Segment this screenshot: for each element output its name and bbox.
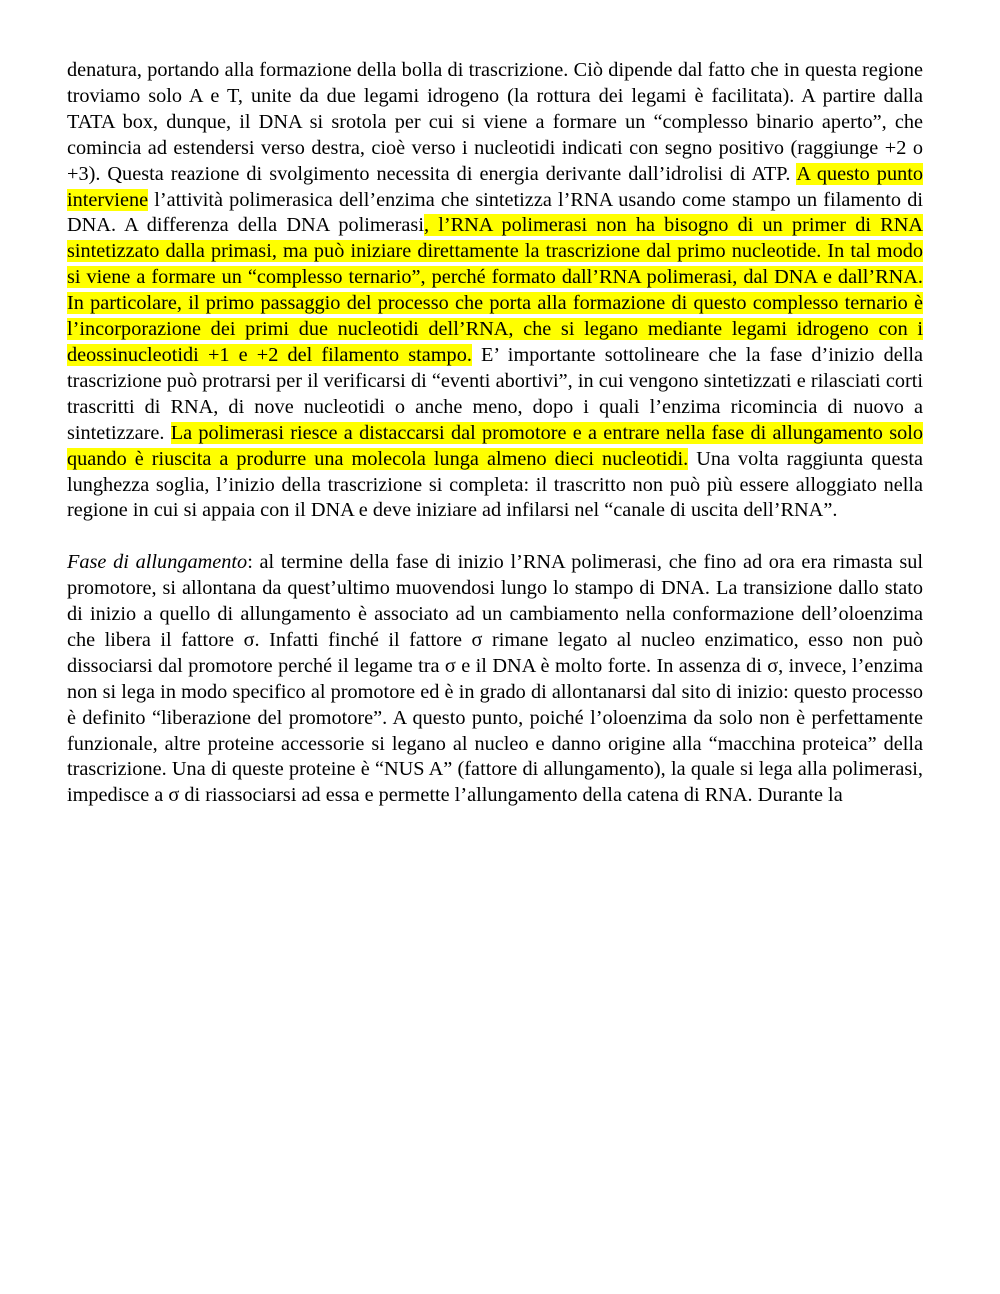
highlighted-text: , l’RNA polimerasi non ha bisogno di un primer di RNA sintetizzato dalla primasi, ma può iniziare direttamente la trascrizione dal primo nucleotide. In tal modo si viene a formare un “complesso ternario”, perché formato dall’RNA polimerasi, dal DNA e dall’RNA. In particolare, il primo passaggio del processo che porta alla formazione di questo complesso ternario è l’incorporazione dei primi due nucleotidi dell’RNA, che si legano mediante legami idrogeno con i deossinucleotidi +1 e +2 del filamento stampo. [67, 214, 924, 366]
text-segment: denatura, portando alla formazione della bolla di trascrizione. Ciò dipende dal fatto che in questa regione troviamo solo A e T, unite da due legami idrogeno (la rottura dei legami è facilitata). A partire dalla TATA box, dunque, il DNA si srotola per cui si viene a formare un “complesso binario aperto”, che comincia ad estendersi verso destra, cioè verso i nucleotidi indicati con segno positivo (raggiunge +2 o +3). Questa reazione di svolgimento necessita di energia derivante dall’idrolisi di ATP. [67, 59, 923, 185]
paragraph-elongation-phase [67, 550, 923, 809]
section-lead-term: Fase di allungamento [67, 551, 248, 574]
text-segment: l’attività polimerasica dell’enzima che sintetizza l’RNA usando come stampo un filamento di DNA. A differenza della DNA polimerasi [67, 188, 923, 237]
highlighted-text: A questo punto interviene [67, 162, 923, 211]
document-page [67, 58, 923, 809]
text-segment: : al termine della fase di inizio l’RNA polimerasi, che fino ad ora era rimasta sul promotore, si allontana da quest’ultimo muovendosi lungo lo stampo di DNA. La transizione dallo stato di inizio a quello di allungamento è associato ad un cambiamento nella conformazione dell’oloenzima che libera il fattore σ. Infatti finché il fattore σ rimane legato al nucleo enzimatico, esso non può dissociarsi dal promotore perché il legame tra σ e il DNA è molto forte. In assenza di σ, invece, l’enzima non si lega in modo specifico al promotore ed è in grado di allontanarsi dal sito di inizio: questo processo è definito “liberazione del promotore”. A questo punto, poiché l’oloenzima da solo non è perfettamente funzionale, altre proteine accessorie si legano al nucleo e danno origine alla “macchina proteica” della trascrizione. Una di queste proteine è “NUS A” (fattore di allungamento), la quale si lega alla polimerasi, impedisce a σ di riassociarsi ad essa e permette l’allungamento della catena di RNA. Durante la [67, 551, 923, 807]
paragraph-transcription-initiation [67, 58, 923, 524]
text-segment: Una volta raggiunta questa lunghezza soglia, l’inizio della trascrizione si completa: il trascritto non può più essere alloggiato nella regione in cui si appaia con il DNA e deve iniziare ad infilarsi nel “canale di uscita dell’RNA”. [67, 447, 923, 522]
text-segment: E’ importante sottolineare che la fase d’inizio della trascrizione può protrarsi per il verificarsi di “eventi abortivi”, in cui vengono sintetizzati e rilasciati corti trascritti di RNA, di nove nucleotidi o anche meno, dopo i quali l’enzima ricomincia di nuovo a sintetizzare. [67, 343, 923, 444]
highlighted-text: La polimerasi riesce a distaccarsi dal promotore e a entrare nella fase di allungamento solo quando è riuscita a produrre una molecola lunga almeno dieci nucleotidi. [67, 421, 923, 470]
